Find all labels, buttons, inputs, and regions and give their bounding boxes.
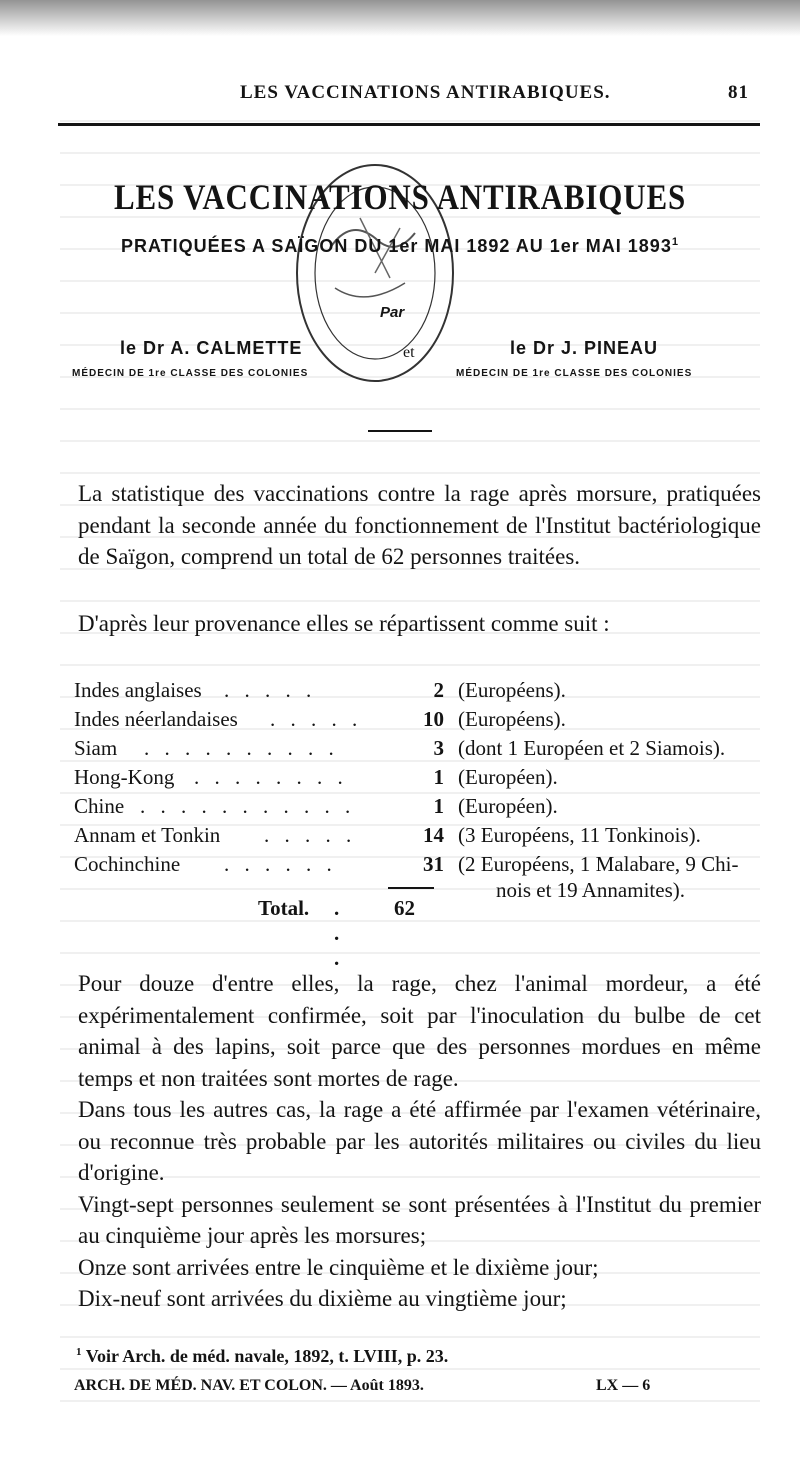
row-place: Hong-Kong — [74, 765, 175, 789]
row-count: 2 — [433, 678, 444, 702]
document-subtitle — [0, 236, 800, 257]
total-row — [258, 896, 415, 970]
row-note: (Européens). — [458, 707, 566, 731]
row-count: 31 — [423, 852, 444, 876]
table-row — [74, 678, 754, 704]
subtitle-footnote-mark: 1 — [671, 236, 679, 248]
table-row — [74, 823, 754, 849]
row-count: 3 — [433, 736, 444, 760]
author-calmette: le Dr A. CALMETTE — [120, 338, 303, 358]
table-row — [74, 852, 754, 878]
row-count: 1 — [433, 765, 444, 789]
row-place: Cochinchine — [74, 852, 181, 876]
row-leader: . . . . . — [270, 707, 363, 731]
row-note: (Européen). — [458, 794, 558, 818]
footnote-mark: 1 — [76, 1346, 82, 1358]
total-label: Total. — [258, 896, 310, 920]
paragraph-fifth-to-tenth: Onze sont arrivées entre le cinquième et le dixième jour; — [78, 1254, 599, 1280]
title-separator — [368, 430, 432, 432]
running-title: LES VACCINATIONS ANTIRABIQUES. — [240, 82, 611, 103]
table-row — [74, 765, 754, 791]
row-leader: . . . . . . . . . . — [144, 736, 339, 760]
page-number: 81 — [728, 82, 749, 103]
author-conjunction: et — [403, 344, 415, 361]
intro-paragraph: La statistique des vaccinations contre la rage après morsure, pratiquées pendant la seconde année du fonctionnement de l'Institut bactériologique de Saïgon, comprend un total de 62 personnes traitées. — [78, 481, 761, 569]
row-note-continuation: nois et 19 Annamites). — [496, 878, 685, 902]
total-leader: . . . — [334, 896, 345, 970]
row-leader: . . . . . . — [224, 852, 337, 876]
row-note: (Européens). — [458, 678, 566, 702]
row-place: Annam et Tonkin — [74, 823, 221, 847]
total-rule — [388, 887, 434, 889]
row-count: 10 — [423, 707, 444, 731]
role-calmette: MÉDECIN DE 1re CLASSE DES COLONIES — [72, 368, 309, 379]
row-place: Chine — [74, 794, 125, 818]
footnote-text: Voir Arch. de méd. navale, 1892, t. LVIII, p. 23. — [85, 1346, 449, 1366]
paragraph-confirmed: Pour douze d'entre elles, la rage, chez l'animal mordeur, a été expérimentalement confirmée, soit par l'inoculation du bulbe de cet animal à des lapins, soit parce que des personnes mordues en même temps et non traitées sont mortes de rage. — [78, 971, 761, 1091]
footer-journal: ARCH. DE MÉD. NAV. ET COLON. — Août 1893. — [74, 1377, 424, 1394]
page-top-smudge — [0, 0, 800, 36]
author-pineau: le Dr J. PINEAU — [510, 338, 659, 358]
table-row — [74, 794, 754, 820]
row-place: Siam — [74, 736, 118, 760]
document-title: LES VACCINATIONS ANTIRABIQUES — [113, 177, 687, 217]
subtitle-text: PRATIQUÉES A SAÏGON DU 1er MAI 1892 AU 1er MAI 1893 — [121, 236, 672, 256]
row-note: (dont 1 Européen et 2 Siamois). — [458, 736, 726, 760]
row-leader: . . . . . — [264, 823, 357, 847]
paragraph-first-to-fifth: Vingt-sept personnes seulement se sont présentées à l'Institut du premier au cinquième jour après les morsures; — [78, 1191, 761, 1248]
paragraph-other-cases: Dans tous les autres cas, la rage a été affirmée par l'examen vétérinaire, ou reconnue très probable par les autorités militaires ou civiles du lieu d'origine. — [78, 1097, 761, 1185]
table-row — [74, 707, 754, 733]
table-row — [74, 736, 754, 762]
par-word: Par — [380, 304, 405, 321]
header-rule — [58, 123, 760, 126]
running-header — [0, 82, 800, 106]
paragraph-tenth-to-twentieth: Dix-neuf sont arrivées du dixième au vingtième jour; — [78, 1286, 567, 1311]
row-note: (Européen). — [458, 765, 558, 789]
footer-signature: LX — 6 — [596, 1377, 651, 1394]
distribution-lead: D'après leur provenance elles se répartissent comme suit : — [78, 611, 610, 636]
body-paragraphs — [78, 968, 761, 1315]
row-leader: . . . . . — [224, 678, 317, 702]
row-note: (2 Européens, 1 Malabare, 9 Chi- — [458, 852, 739, 876]
row-count: 1 — [433, 794, 444, 818]
role-pineau: MÉDECIN DE 1re CLASSE DES COLONIES — [456, 368, 693, 379]
row-place: Indes anglaises — [74, 678, 202, 702]
total-value: 62 — [394, 896, 415, 920]
row-note: (3 Européens, 11 Tonkinois). — [458, 823, 701, 847]
page-footer — [0, 1377, 800, 1399]
row-count: 14 — [423, 823, 444, 847]
footnote — [76, 1346, 448, 1367]
row-leader: . . . . . . . . — [194, 765, 348, 789]
row-place: Indes néerlandaises — [74, 707, 238, 731]
row-leader: . . . . . . . . . . . — [140, 794, 356, 818]
